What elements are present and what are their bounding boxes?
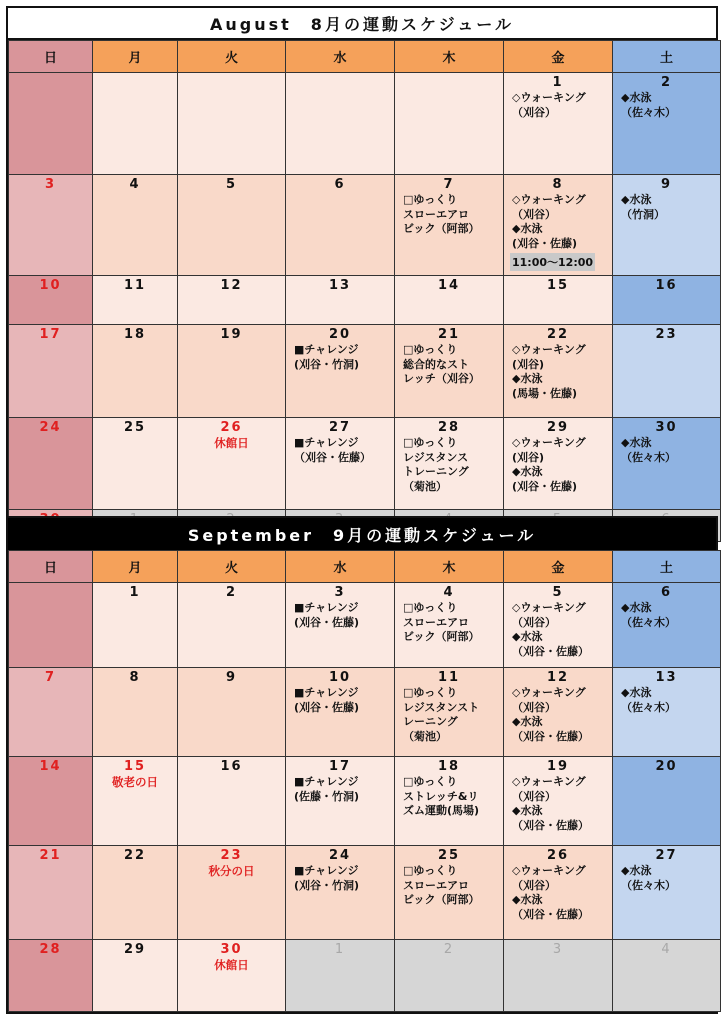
- day-cell: [178, 940, 286, 1012]
- day-cell: [395, 325, 504, 418]
- day-number: 23: [220, 848, 243, 863]
- event-line: ストレッチ&リ: [403, 789, 479, 803]
- day-number: 5: [552, 585, 564, 600]
- day-cell: [504, 418, 613, 510]
- day-number: 19: [220, 327, 243, 342]
- day-cell: [613, 583, 721, 668]
- event-list: [395, 436, 503, 494]
- day-number: 14: [437, 278, 461, 293]
- event-line: （刈谷）: [512, 207, 556, 221]
- day-cell: [286, 668, 395, 757]
- event-line: ◇ウォーキング: [512, 686, 586, 699]
- event-line: （刈谷・佐藤）: [512, 907, 589, 921]
- day-cell: [178, 668, 286, 757]
- event-line: ◇ウォーキング: [512, 775, 586, 788]
- day-cell: [613, 418, 721, 510]
- day-number: 26: [546, 848, 570, 863]
- event-line: (馬場・佐藤): [512, 386, 578, 400]
- day-cell: [286, 175, 395, 276]
- event-list: [613, 601, 720, 630]
- day-cell: [178, 846, 286, 940]
- day-cell: [613, 325, 721, 418]
- day-cell: [9, 940, 93, 1012]
- event-line: ◆水泳: [621, 686, 652, 699]
- event-line: ■チャレンジ: [294, 775, 359, 788]
- day-number: 20: [655, 759, 678, 774]
- event-line: (刈谷・竹洞): [294, 878, 360, 892]
- september-table: [8, 550, 721, 1012]
- day-number: 10: [39, 278, 62, 293]
- day-number: 11: [123, 278, 147, 293]
- day-cell: [613, 940, 721, 1012]
- event-line: ◇ウォーキング: [512, 864, 586, 877]
- event-line: ◇ウォーキング: [512, 193, 586, 206]
- event-line: （佐々木）: [621, 878, 676, 892]
- day-cell: [504, 757, 613, 846]
- weekday-sun: 日: [9, 551, 93, 583]
- day-number: 24: [39, 420, 62, 435]
- day-cell: [9, 73, 93, 175]
- september-weekday-header: [9, 551, 721, 583]
- day-cell: [613, 757, 721, 846]
- day-number: 30: [220, 942, 243, 957]
- day-number: 25: [437, 848, 461, 863]
- event-line: （佐々木）: [621, 450, 676, 464]
- day-number: 25: [123, 420, 147, 435]
- event-line: ◇ウォーキング: [512, 343, 586, 356]
- event-line: □ゆっくり: [403, 436, 458, 449]
- event-list: [504, 193, 612, 251]
- event-line: ◆水泳: [621, 193, 652, 206]
- weekday-tue: 火: [178, 551, 286, 583]
- event-line: ビック（阿部）: [403, 893, 480, 906]
- day-cell: [9, 175, 93, 276]
- day-number: 6: [660, 585, 673, 600]
- event-line: (刈谷・佐藤): [294, 615, 360, 629]
- weekday-thu: 木: [395, 41, 504, 73]
- event-line: ◇ウォーキング: [512, 91, 586, 104]
- event-line: レッチ（刈谷）: [403, 372, 480, 385]
- september-calendar: [6, 516, 718, 1014]
- day-number: 3: [334, 585, 346, 600]
- september-weeks: [9, 583, 721, 1012]
- day-cell: [395, 276, 504, 325]
- event-line: (刈谷・佐藤): [512, 479, 578, 493]
- day-cell: [93, 325, 178, 418]
- event-line: ◆水泳: [512, 222, 543, 235]
- day-number: 27: [328, 420, 352, 435]
- day-number: 28: [437, 420, 461, 435]
- day-number: 22: [123, 848, 147, 863]
- event-line: レジスタンスト: [403, 700, 480, 714]
- event-line: （竹洞）: [621, 207, 665, 221]
- event-line: □ゆっくり: [403, 775, 458, 788]
- event-line: ◇ウォーキング: [512, 601, 586, 614]
- event-list: [504, 601, 612, 659]
- day-cell: [504, 175, 613, 276]
- day-cell: [395, 418, 504, 510]
- event-line: （刈谷）: [512, 105, 556, 119]
- event-line: □ゆっくり: [403, 343, 458, 356]
- event-line: ◆水泳: [621, 601, 652, 614]
- day-number: 2: [660, 75, 673, 90]
- day-cell: [286, 757, 395, 846]
- week-row: [9, 757, 721, 846]
- week-row: [9, 418, 721, 510]
- event-line: （刈谷）: [512, 878, 556, 892]
- august-weeks: [9, 73, 721, 542]
- event-line: （刈谷）: [512, 615, 556, 629]
- event-list: [286, 686, 394, 715]
- day-cell: [504, 583, 613, 668]
- day-number: 4: [661, 942, 672, 957]
- event-line: ◆水泳: [512, 893, 543, 906]
- day-cell: [178, 583, 286, 668]
- day-number: 16: [220, 759, 243, 774]
- day-number: 5: [225, 177, 238, 192]
- event-line: ◆水泳: [512, 630, 543, 643]
- day-number: 1: [129, 585, 141, 600]
- day-cell: [178, 418, 286, 510]
- event-line: （佐々木）: [621, 615, 676, 629]
- day-cell: [9, 325, 93, 418]
- event-list: [286, 775, 394, 804]
- weekday-thu: 木: [395, 551, 504, 583]
- event-line: ■チャレンジ: [294, 686, 359, 699]
- week-row: [9, 668, 721, 757]
- day-cell: [504, 276, 613, 325]
- day-cell: [504, 73, 613, 175]
- event-list: [613, 193, 720, 222]
- day-number: 7: [44, 670, 57, 685]
- event-line: （菊池）: [403, 729, 447, 743]
- event-list: [395, 193, 503, 237]
- event-list: [395, 343, 503, 387]
- weekday-mon: 月: [93, 551, 178, 583]
- day-cell: [178, 175, 286, 276]
- day-number: 8: [552, 177, 564, 192]
- event-line: （菊池）: [403, 479, 447, 493]
- day-number: 12: [220, 278, 243, 293]
- event-line: ◆水泳: [621, 864, 652, 877]
- day-cell: [395, 175, 504, 276]
- day-number: 18: [123, 327, 147, 342]
- day-number: 30: [655, 420, 678, 435]
- event-list: [395, 686, 503, 744]
- day-cell: [286, 940, 395, 1012]
- day-cell: [178, 325, 286, 418]
- event-line: □ゆっくり: [403, 601, 458, 614]
- event-line: （刈谷）: [512, 789, 556, 803]
- event-line: (刈谷・佐藤): [512, 236, 578, 250]
- day-cell: [9, 668, 93, 757]
- day-cell: [395, 583, 504, 668]
- weekday-fri: 金: [504, 551, 613, 583]
- day-cell: [93, 757, 178, 846]
- august-weekday-header: [9, 41, 721, 73]
- weekday-fri: 金: [504, 41, 613, 73]
- day-number: 1: [334, 942, 346, 957]
- weekday-mon: 月: [93, 41, 178, 73]
- event-line: トレーニング: [403, 465, 469, 478]
- event-line: (刈谷): [512, 450, 545, 464]
- day-number: 29: [546, 420, 570, 435]
- day-number: 4: [129, 177, 141, 192]
- event-line: ズム運動(馬場): [403, 804, 480, 817]
- day-cell: [9, 757, 93, 846]
- august-calendar: [6, 6, 718, 544]
- day-cell: [93, 418, 178, 510]
- day-cell: [93, 276, 178, 325]
- day-cell: [93, 668, 178, 757]
- day-cell: [395, 73, 504, 175]
- september-title: September 9月の運動スケジュール: [8, 518, 716, 550]
- week-row: [9, 175, 721, 276]
- week-row: [9, 940, 721, 1012]
- day-cell: [395, 940, 504, 1012]
- event-list: [286, 601, 394, 630]
- event-line: ◇ウォーキング: [512, 436, 586, 449]
- event-line: （佐々木）: [621, 105, 676, 119]
- day-number: 19: [546, 759, 570, 774]
- holiday-label: 秋分の日: [208, 864, 255, 878]
- day-cell: [93, 583, 178, 668]
- event-line: (刈谷・竹洞): [294, 357, 360, 371]
- event-line: スローエアロ: [403, 878, 469, 892]
- day-number: 10: [328, 670, 352, 685]
- august-table: [8, 40, 721, 542]
- day-cell: [286, 325, 395, 418]
- event-line: （刈谷・佐藤）: [512, 644, 589, 658]
- event-line: ◆水泳: [621, 436, 652, 449]
- weekday-sat: 土: [613, 551, 721, 583]
- day-number: 17: [39, 327, 62, 342]
- august-title: August 8月の運動スケジュール: [8, 8, 716, 40]
- event-line: （刈谷・佐藤）: [512, 818, 589, 832]
- day-number: 27: [655, 848, 678, 863]
- day-cell: [504, 668, 613, 757]
- day-number: 3: [552, 942, 564, 957]
- day-cell: [395, 757, 504, 846]
- day-number: 15: [546, 278, 570, 293]
- event-list: [286, 343, 394, 372]
- event-line: ◆水泳: [621, 91, 652, 104]
- day-cell: [93, 175, 178, 276]
- day-number: 21: [437, 327, 461, 342]
- event-line: ビック（阿部）: [403, 222, 480, 235]
- event-line: ■チャレンジ: [294, 343, 359, 356]
- day-number: 23: [655, 327, 678, 342]
- day-number: 2: [225, 585, 238, 600]
- week-row: [9, 73, 721, 175]
- event-list: [613, 91, 720, 120]
- day-cell: [9, 583, 93, 668]
- day-number: 6: [334, 177, 346, 192]
- event-list: [286, 436, 394, 465]
- event-line: (佐藤・竹洞): [294, 789, 360, 803]
- event-line: ■チャレンジ: [294, 864, 359, 877]
- day-number: 3: [44, 177, 57, 192]
- day-cell: [286, 73, 395, 175]
- day-cell: [286, 418, 395, 510]
- day-number: 29: [123, 942, 147, 957]
- event-list: [613, 864, 720, 893]
- day-number: 21: [39, 848, 62, 863]
- day-cell: [395, 668, 504, 757]
- event-line: ◆水泳: [512, 715, 543, 728]
- event-list: [504, 864, 612, 922]
- event-line: スローエアロ: [403, 615, 469, 629]
- week-row: [9, 325, 721, 418]
- event-line: （刈谷・佐藤）: [512, 729, 589, 743]
- event-list: [613, 436, 720, 465]
- day-cell: [504, 325, 613, 418]
- day-number: 11: [437, 670, 461, 685]
- event-list: [613, 686, 720, 715]
- day-cell: [178, 276, 286, 325]
- event-line: レジスタンス: [403, 450, 469, 464]
- day-cell: [613, 276, 721, 325]
- event-line: 総合的なスト: [403, 357, 469, 371]
- event-list: [504, 91, 612, 120]
- day-number: 13: [328, 278, 352, 293]
- event-list: [395, 601, 503, 645]
- day-cell: [504, 940, 613, 1012]
- day-cell: [93, 940, 178, 1012]
- event-line: (刈谷・佐藤): [294, 700, 360, 714]
- day-cell: [93, 73, 178, 175]
- day-cell: [613, 846, 721, 940]
- event-line: ◆水泳: [512, 372, 543, 385]
- day-number: 4: [443, 585, 455, 600]
- day-cell: [613, 73, 721, 175]
- day-number: 13: [655, 670, 678, 685]
- day-cell: [286, 583, 395, 668]
- day-cell: [286, 846, 395, 940]
- event-list: [504, 775, 612, 833]
- event-line: ◆水泳: [512, 465, 543, 478]
- event-list: [286, 864, 394, 893]
- day-number: 8: [129, 670, 141, 685]
- event-line: スローエアロ: [403, 207, 469, 221]
- day-cell: [613, 668, 721, 757]
- day-number: 22: [546, 327, 570, 342]
- event-list: [504, 343, 612, 401]
- day-number: 26: [220, 420, 243, 435]
- event-line: （刈谷・佐藤）: [294, 450, 371, 464]
- day-number: 1: [552, 75, 564, 90]
- day-number: 28: [39, 942, 62, 957]
- day-cell: [9, 276, 93, 325]
- event-line: ■チャレンジ: [294, 436, 359, 449]
- day-cell: [395, 846, 504, 940]
- day-number: 15: [123, 759, 147, 774]
- weekday-sat: 土: [613, 41, 721, 73]
- day-cell: [504, 846, 613, 940]
- day-number: 18: [437, 759, 461, 774]
- week-row: [9, 583, 721, 668]
- day-number: 9: [660, 177, 673, 192]
- event-line: レーニング: [403, 715, 458, 728]
- event-line: （刈谷）: [512, 700, 556, 714]
- day-number: 20: [328, 327, 352, 342]
- week-row: [9, 276, 721, 325]
- day-cell: [178, 757, 286, 846]
- event-line: （佐々木）: [621, 700, 676, 714]
- event-line: □ゆっくり: [403, 193, 458, 206]
- weekday-sun: 日: [9, 41, 93, 73]
- holiday-label: 休館日: [214, 958, 249, 972]
- event-line: ◆水泳: [512, 804, 543, 817]
- event-line: ビック（阿部）: [403, 630, 480, 643]
- day-cell: [613, 175, 721, 276]
- weekday-wed: 水: [286, 41, 395, 73]
- day-number: 7: [443, 177, 455, 192]
- weekday-wed: 水: [286, 551, 395, 583]
- day-number: 2: [443, 942, 455, 957]
- event-line: ■チャレンジ: [294, 601, 359, 614]
- day-number: 17: [328, 759, 352, 774]
- holiday-label: 敬老の日: [112, 775, 158, 789]
- event-time: 11:00～12:00: [510, 253, 595, 271]
- day-cell: [9, 418, 93, 510]
- day-number: 14: [39, 759, 62, 774]
- day-number: 9: [225, 670, 238, 685]
- week-row: [9, 846, 721, 940]
- weekday-tue: 火: [178, 41, 286, 73]
- event-line: □ゆっくり: [403, 686, 458, 699]
- day-number: 12: [546, 670, 570, 685]
- day-number: 24: [328, 848, 352, 863]
- holiday-label: 休館日: [214, 436, 249, 450]
- event-line: (刈谷): [512, 357, 545, 371]
- day-cell: [178, 73, 286, 175]
- event-list: [395, 775, 503, 819]
- event-list: [504, 686, 612, 744]
- event-list: [504, 436, 612, 494]
- day-number: 16: [655, 278, 678, 293]
- event-line: □ゆっくり: [403, 864, 458, 877]
- day-cell: [286, 276, 395, 325]
- day-cell: [9, 846, 93, 940]
- day-cell: [93, 846, 178, 940]
- event-list: [395, 864, 503, 908]
